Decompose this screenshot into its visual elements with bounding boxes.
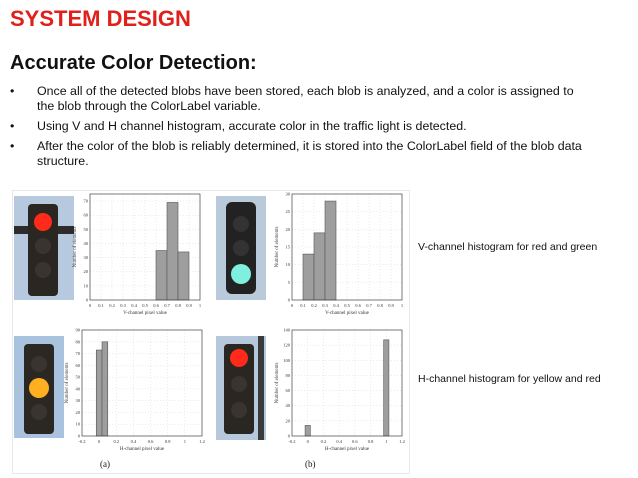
v-channel-histogram-green — [272, 190, 408, 320]
histogram-bar — [156, 251, 167, 300]
x-tick-label: 1.2 — [199, 439, 205, 444]
x-tick-label: 0.9 — [186, 303, 192, 308]
bullet-marker: • — [10, 119, 15, 133]
h-channel-histogram-red — [272, 326, 408, 456]
bullet-item — [10, 119, 590, 134]
traffic-light-red-photo — [14, 196, 74, 300]
histogram-bar — [178, 252, 189, 300]
y-tick-label: 30 — [75, 398, 80, 404]
h-channel-histogram-yellow — [62, 326, 208, 456]
x-tick-label: 1 — [400, 303, 404, 308]
y-tick-label: 0 — [287, 433, 290, 439]
x-axis-label: H-channel pixel value — [324, 447, 370, 452]
x-tick-label: 0.3 — [322, 303, 328, 308]
x-tick-label: 0.8 — [377, 303, 383, 308]
slide-subtitle: Accurate Color Detection: — [10, 52, 257, 74]
x-tick-label: 0 — [88, 303, 92, 308]
y-tick-label: 10 — [83, 283, 88, 289]
y-tick-label: 70 — [75, 351, 80, 357]
histogram-bar — [96, 350, 102, 436]
x-tick-label: 0.2 — [311, 303, 317, 308]
x-tick-label: 0.8 — [367, 439, 374, 444]
x-tick-label: 0.4 — [336, 439, 342, 444]
x-tick-label: 0.4 — [131, 303, 137, 308]
y-tick-label: 20 — [75, 409, 80, 415]
x-tick-label: 0.6 — [352, 439, 358, 444]
y-tick-label: 50 — [75, 374, 80, 380]
bullet-text: Once all of the detected blobs have been stored, each blob is analyzed, and a color is assigned to the blob through the ColorLabel variable. — [37, 84, 574, 113]
y-tick-label: 90 — [75, 327, 80, 333]
y-tick-label: 60 — [285, 388, 290, 394]
x-tick-label: -0.2 — [78, 439, 86, 444]
x-tick-label: 1.2 — [399, 439, 405, 444]
traffic-light-green-photo — [216, 196, 266, 300]
x-axis-label: V-channel pixel value — [325, 311, 369, 316]
y-axis-label: Number of elements — [73, 226, 78, 268]
bullet-item — [10, 139, 590, 169]
y-tick-label: 60 — [75, 362, 80, 368]
x-tick-label: 0.2 — [320, 439, 327, 444]
y-tick-label: 40 — [285, 403, 290, 409]
x-tick-label: 1 — [385, 439, 388, 444]
x-tick-label: 0.3 — [120, 303, 126, 308]
x-tick-label: 0.1 — [98, 303, 104, 308]
y-tick-label: 0 — [287, 297, 290, 303]
histogram-bar — [314, 233, 325, 300]
histogram-bar — [167, 202, 178, 300]
y-tick-label: 20 — [83, 269, 88, 275]
bullet-marker: • — [10, 139, 15, 153]
y-tick-label: 120 — [283, 342, 290, 348]
histogram-bar — [384, 340, 389, 436]
y-tick-label: 0 — [85, 297, 88, 303]
histogram-bar — [305, 425, 310, 436]
y-tick-label: 0 — [77, 433, 80, 439]
x-tick-label: 0.1 — [300, 303, 306, 308]
x-tick-label: 0.5 — [142, 303, 148, 308]
x-tick-label: 0.2 — [113, 439, 120, 444]
x-tick-label: 0.8 — [175, 303, 181, 308]
h-channel-caption: H-channel histogram for yellow and red — [418, 373, 601, 385]
y-tick-label: 30 — [83, 255, 88, 261]
x-tick-label: 0.7 — [164, 303, 170, 308]
x-tick-label: 0 — [98, 439, 101, 444]
x-tick-label: -0.2 — [288, 439, 296, 444]
histogram-bar — [325, 201, 336, 300]
x-tick-label: 0.6 — [153, 303, 159, 308]
y-tick-label: 40 — [83, 240, 88, 246]
y-tick-label: 140 — [283, 327, 290, 333]
yellow-lamp — [29, 378, 49, 398]
x-tick-label: 0.7 — [366, 303, 372, 308]
x-tick-label: 0.8 — [164, 439, 171, 444]
y-tick-label: 5 — [287, 279, 290, 285]
slide-title: SYSTEM DESIGN — [10, 6, 191, 31]
y-tick-label: 60 — [83, 212, 88, 218]
y-axis-label: Number of elements — [275, 226, 280, 268]
x-tick-label: 1 — [198, 303, 202, 308]
traffic-light-red-photo-2 — [216, 336, 266, 440]
y-tick-label: 10 — [285, 262, 290, 268]
v-channel-caption: V-channel histogram for red and green — [418, 241, 598, 253]
x-tick-label: 0 — [306, 439, 309, 444]
panel-label-a: (a) — [100, 459, 110, 469]
y-tick-label: 40 — [75, 386, 80, 392]
x-tick-label: 0 — [290, 303, 294, 308]
v-channel-histogram-red — [70, 190, 206, 320]
bullet-text: After the color of the blob is reliably determined, it is stored into the ColorLabel field of the blob data structure. — [37, 139, 582, 168]
y-tick-label: 30 — [285, 191, 290, 197]
y-tick-label: 10 — [75, 421, 80, 427]
x-tick-label: 0.9 — [388, 303, 394, 308]
green-lamp — [231, 264, 251, 284]
y-tick-label: 100 — [283, 357, 290, 363]
y-axis-label: Number of elements — [65, 362, 70, 404]
bullet-item — [10, 84, 590, 114]
x-tick-label: 0.2 — [109, 303, 115, 308]
traffic-light-yellow-photo — [14, 336, 64, 438]
y-tick-label: 15 — [285, 244, 290, 250]
x-axis-label: V-channel pixel value — [123, 311, 167, 316]
y-tick-label: 70 — [83, 198, 88, 204]
bullet-text: Using V and H channel histogram, accurate color in the traffic light is detected. — [37, 119, 467, 133]
x-tick-label: 0.6 — [355, 303, 361, 308]
x-tick-label: 0.4 — [333, 303, 339, 308]
y-tick-label: 50 — [83, 226, 88, 232]
histogram-bar — [102, 342, 108, 436]
x-axis-label: H-channel pixel value — [119, 447, 165, 452]
y-tick-label: 20 — [285, 226, 290, 232]
x-tick-label: 0.5 — [344, 303, 350, 308]
bullet-list — [10, 84, 590, 174]
red-lamp — [34, 213, 52, 231]
x-tick-label: 0.6 — [147, 439, 154, 444]
x-tick-label: 0.4 — [130, 439, 137, 444]
x-tick-label: 1 — [183, 439, 186, 444]
y-axis-label: Number of elements — [275, 362, 280, 404]
y-tick-label: 20 — [285, 418, 290, 424]
y-tick-label: 25 — [285, 209, 290, 215]
bullet-marker: • — [10, 84, 15, 98]
y-tick-label: 80 — [75, 339, 80, 345]
histogram-bar — [303, 254, 314, 300]
red-lamp — [230, 349, 248, 367]
y-tick-label: 80 — [285, 372, 290, 378]
panel-label-b: (b) — [305, 459, 316, 469]
